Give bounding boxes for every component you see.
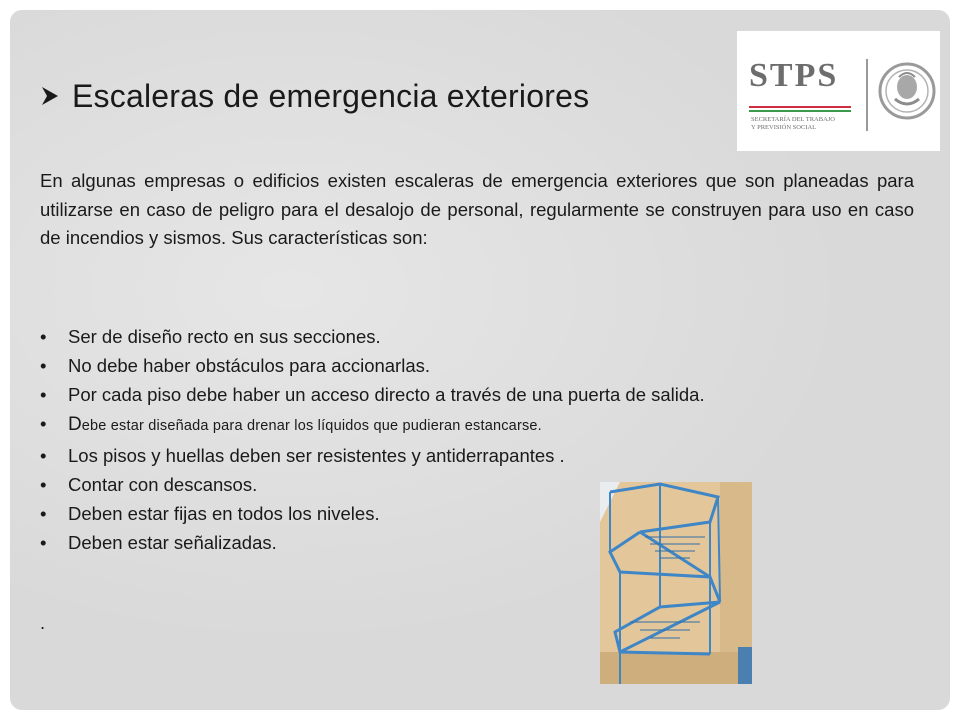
bullet-icon: • (40, 445, 47, 466)
bullet-icon: • (40, 503, 47, 524)
list-item: • Los pisos y huellas deben ser resistentes y antiderrapantes . (40, 441, 920, 470)
bullet-icon: • (40, 413, 47, 434)
list-item: • Deben estar señalizadas. (40, 528, 920, 557)
logo-subtitle-line1: SECRETARÍA DEL TRABAJO (751, 116, 835, 123)
bullet-icon: • (40, 355, 47, 376)
logo-subtitle (751, 116, 861, 132)
bullet-icon: • (40, 474, 47, 495)
intro-paragraph: En algunas empresas o edificios existen escaleras de emergencia exteriores que son planeadas para utilizarse en caso de peligro para el desalojo de personal, regularmente se construyen para uso en caso de incendios y sismos. Sus características son: (40, 170, 914, 248)
title-row (40, 76, 589, 116)
slide-title: Escaleras de emergencia exteriores (72, 77, 590, 114)
logo-red-line (749, 106, 851, 108)
bullet-icon: • (40, 326, 47, 347)
list-item: • Por cada piso debe haber un acceso directo a través de una puerta de salida. (40, 380, 920, 409)
list-item: • Debe estar diseñada para drenar los líquidos que pudieran estancarse. (40, 409, 920, 441)
slide (10, 10, 950, 710)
logo-subtitle-line2: Y PREVISIÓN SOCIAL (751, 124, 817, 131)
bullet-icon: • (40, 532, 47, 553)
logo-separator (866, 59, 868, 131)
bullet-list (40, 322, 920, 557)
stps-logo (737, 31, 940, 151)
list-item: • Deben estar fijas en todos los niveles. (40, 499, 920, 528)
list-item: • No debe haber obstáculos para accionarlas. (40, 351, 920, 380)
emergency-staircase-photo-icon (600, 482, 752, 684)
list-item: • Contar con descansos. (40, 470, 920, 499)
trailing-period: . (40, 612, 46, 633)
logo-green-line (749, 110, 851, 112)
bullet-icon: • (40, 384, 47, 405)
coat-of-arms-seal-icon (877, 51, 937, 129)
logo-name: STPS (749, 57, 839, 94)
list-item: • Ser de diseño recto en sus secciones. (40, 322, 920, 351)
arrow-bullet-icon (40, 85, 60, 107)
